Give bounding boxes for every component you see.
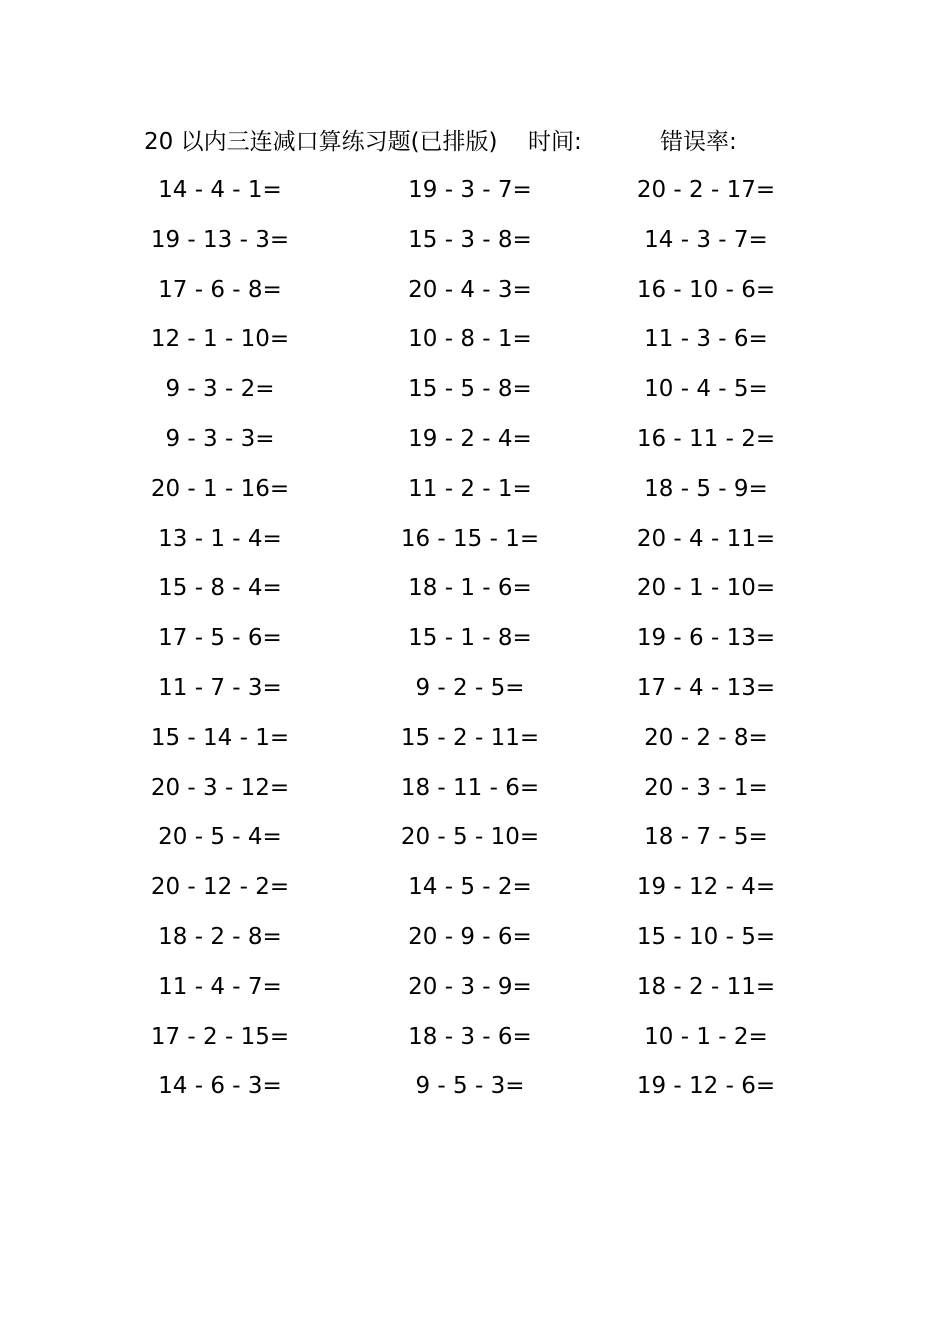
problem-cell: [408, 1013, 594, 1063]
problem-cell: [408, 365, 594, 415]
problem-text: 16 - 10 - 6=: [636, 276, 776, 303]
problem-text: 11 - 3 - 6=: [644, 326, 768, 353]
problem-text: 15 - 10 - 5=: [636, 923, 776, 950]
problem-cell: [158, 664, 344, 714]
problem-cell: [408, 415, 594, 465]
problem-cell: [644, 813, 830, 863]
problem-cell: [150, 863, 358, 913]
problem-row: [0, 315, 950, 365]
problem-text: 20 - 2 - 8=: [644, 724, 768, 751]
problem-text: 15 - 14 - 1=: [150, 724, 290, 751]
problem-grid: [0, 166, 950, 1112]
problem-cell: [644, 216, 830, 266]
problem-text: 20 - 5 - 4=: [158, 824, 282, 851]
problem-text: 18 - 2 - 8=: [158, 923, 282, 950]
problem-cell: [408, 315, 594, 365]
problem-row: [0, 465, 950, 515]
problem-cell: [408, 863, 594, 913]
problem-row: [0, 564, 950, 614]
problem-cell: [150, 315, 358, 365]
problem-cell: [150, 216, 358, 266]
problem-cell: [636, 415, 844, 465]
time-label: 时间:: [528, 129, 582, 155]
problem-cell: [158, 266, 344, 316]
problem-cell: [415, 664, 579, 714]
problem-text: 15 - 2 - 11=: [400, 724, 540, 751]
problem-cell: [408, 564, 594, 614]
problem-text: 18 - 3 - 6=: [408, 1023, 532, 1050]
problem-cell: [636, 614, 844, 664]
problem-text: 11 - 7 - 3=: [158, 674, 282, 701]
problem-text: 18 - 1 - 6=: [408, 575, 532, 602]
problem-cell: [158, 614, 344, 664]
problem-text: 15 - 5 - 8=: [408, 376, 532, 403]
problem-cell: [165, 415, 329, 465]
problem-cell: [150, 764, 358, 814]
problem-text: 20 - 12 - 2=: [150, 874, 290, 901]
problem-row: [0, 664, 950, 714]
problem-text: 11 - 4 - 7=: [158, 973, 282, 1000]
problem-text: 15 - 1 - 8=: [408, 625, 532, 652]
problem-cell: [400, 764, 608, 814]
problem-cell: [158, 963, 344, 1013]
problem-row: [0, 1062, 950, 1112]
problem-text: 20 - 2 - 17=: [636, 177, 776, 203]
problem-cell: [158, 515, 344, 565]
problem-cell: [408, 963, 594, 1013]
error-rate-label: 错误率:: [660, 129, 737, 155]
problem-text: 19 - 12 - 6=: [636, 1073, 776, 1100]
problem-cell: [636, 913, 844, 963]
problem-text: 9 - 3 - 3=: [165, 425, 275, 452]
problem-text: 16 - 15 - 1=: [400, 525, 540, 552]
problem-cell: [644, 714, 830, 764]
problem-cell: [644, 764, 830, 814]
problem-text: 9 - 5 - 3=: [415, 1073, 525, 1100]
problem-text: 19 - 2 - 4=: [408, 425, 532, 452]
problem-row: [0, 714, 950, 764]
problem-text: 19 - 6 - 13=: [636, 625, 776, 652]
problem-text: 17 - 2 - 15=: [150, 1023, 290, 1050]
problem-text: 19 - 3 - 7=: [408, 177, 532, 203]
problem-text: 14 - 5 - 2=: [408, 874, 532, 901]
problem-text: 17 - 6 - 8=: [158, 276, 282, 303]
problem-cell: [408, 913, 594, 963]
problem-cell: [644, 365, 830, 415]
worksheet-title: 20 以内三连减口算练习题(已排版): [144, 129, 498, 155]
problem-text: 14 - 3 - 7=: [644, 226, 768, 253]
problem-row: [0, 764, 950, 814]
problem-text: 17 - 4 - 13=: [636, 674, 776, 701]
problem-row: [0, 913, 950, 963]
problem-text: 11 - 2 - 1=: [408, 475, 532, 502]
problem-cell: [408, 614, 594, 664]
problem-text: 15 - 3 - 8=: [408, 226, 532, 253]
problem-row: [0, 963, 950, 1013]
problem-row: [0, 863, 950, 913]
problem-text: 17 - 5 - 6=: [158, 625, 282, 652]
problem-cell: [150, 465, 358, 515]
problem-text: 18 - 11 - 6=: [400, 774, 540, 801]
problem-text: 20 - 9 - 6=: [408, 923, 532, 950]
problem-text: 10 - 8 - 1=: [408, 326, 532, 353]
problem-row: [0, 415, 950, 465]
problem-text: 20 - 4 - 3=: [408, 276, 532, 303]
problem-cell: [408, 465, 594, 515]
problem-row: [0, 266, 950, 316]
problem-text: 10 - 1 - 2=: [644, 1023, 768, 1050]
problem-row: [0, 813, 950, 863]
problem-text: 12 - 1 - 10=: [150, 326, 290, 353]
problem-cell: [400, 515, 608, 565]
problem-row: [0, 365, 950, 415]
problem-cell: [415, 1062, 579, 1112]
problem-cell: [158, 166, 344, 216]
problem-text: 13 - 1 - 4=: [158, 525, 282, 552]
problem-text: 18 - 7 - 5=: [644, 824, 768, 851]
problem-text: 19 - 12 - 4=: [636, 874, 776, 901]
problem-cell: [408, 266, 594, 316]
problem-cell: [158, 1062, 344, 1112]
problem-text: 15 - 8 - 4=: [158, 575, 282, 602]
problem-row: [0, 166, 950, 216]
problem-cell: [636, 1062, 844, 1112]
problem-cell: [644, 1013, 830, 1063]
problem-row: [0, 216, 950, 266]
worksheet-header: [0, 124, 950, 160]
problem-text: 9 - 2 - 5=: [415, 674, 525, 701]
problem-row: [0, 614, 950, 664]
problem-text: 10 - 4 - 5=: [644, 376, 768, 403]
problem-text: 20 - 3 - 9=: [408, 973, 532, 1000]
problem-cell: [636, 515, 844, 565]
problem-text: 20 - 1 - 10=: [636, 575, 776, 602]
problem-cell: [636, 963, 844, 1013]
problem-cell: [158, 564, 344, 614]
problem-cell: [636, 863, 844, 913]
problem-cell: [158, 913, 344, 963]
problem-text: 19 - 13 - 3=: [150, 226, 290, 253]
problem-row: [0, 1013, 950, 1063]
problem-cell: [636, 564, 844, 614]
problem-cell: [150, 714, 358, 764]
problem-text: 20 - 4 - 11=: [636, 525, 776, 552]
problem-text: 9 - 3 - 2=: [165, 376, 275, 403]
problem-cell: [636, 266, 844, 316]
problem-cell: [636, 664, 844, 714]
problem-text: 20 - 3 - 12=: [150, 774, 290, 801]
problem-row: [0, 515, 950, 565]
problem-text: 14 - 6 - 3=: [158, 1073, 282, 1100]
problem-cell: [165, 365, 329, 415]
problem-cell: [400, 714, 608, 764]
problem-text: 14 - 4 - 1=: [158, 177, 282, 203]
problem-cell: [644, 315, 830, 365]
problem-cell: [158, 813, 344, 863]
problem-text: 16 - 11 - 2=: [636, 425, 776, 452]
problem-cell: [408, 216, 594, 266]
problem-cell: [644, 465, 830, 515]
problem-text: 20 - 1 - 16=: [150, 475, 290, 502]
problem-cell: [400, 813, 608, 863]
problem-cell: [408, 166, 594, 216]
problem-text: 20 - 5 - 10=: [400, 824, 540, 851]
problem-cell: [636, 166, 844, 216]
problem-text: 20 - 3 - 1=: [644, 774, 768, 801]
problem-text: 18 - 5 - 9=: [644, 475, 768, 502]
problem-cell: [150, 1013, 358, 1063]
problem-text: 18 - 2 - 11=: [636, 973, 776, 1000]
